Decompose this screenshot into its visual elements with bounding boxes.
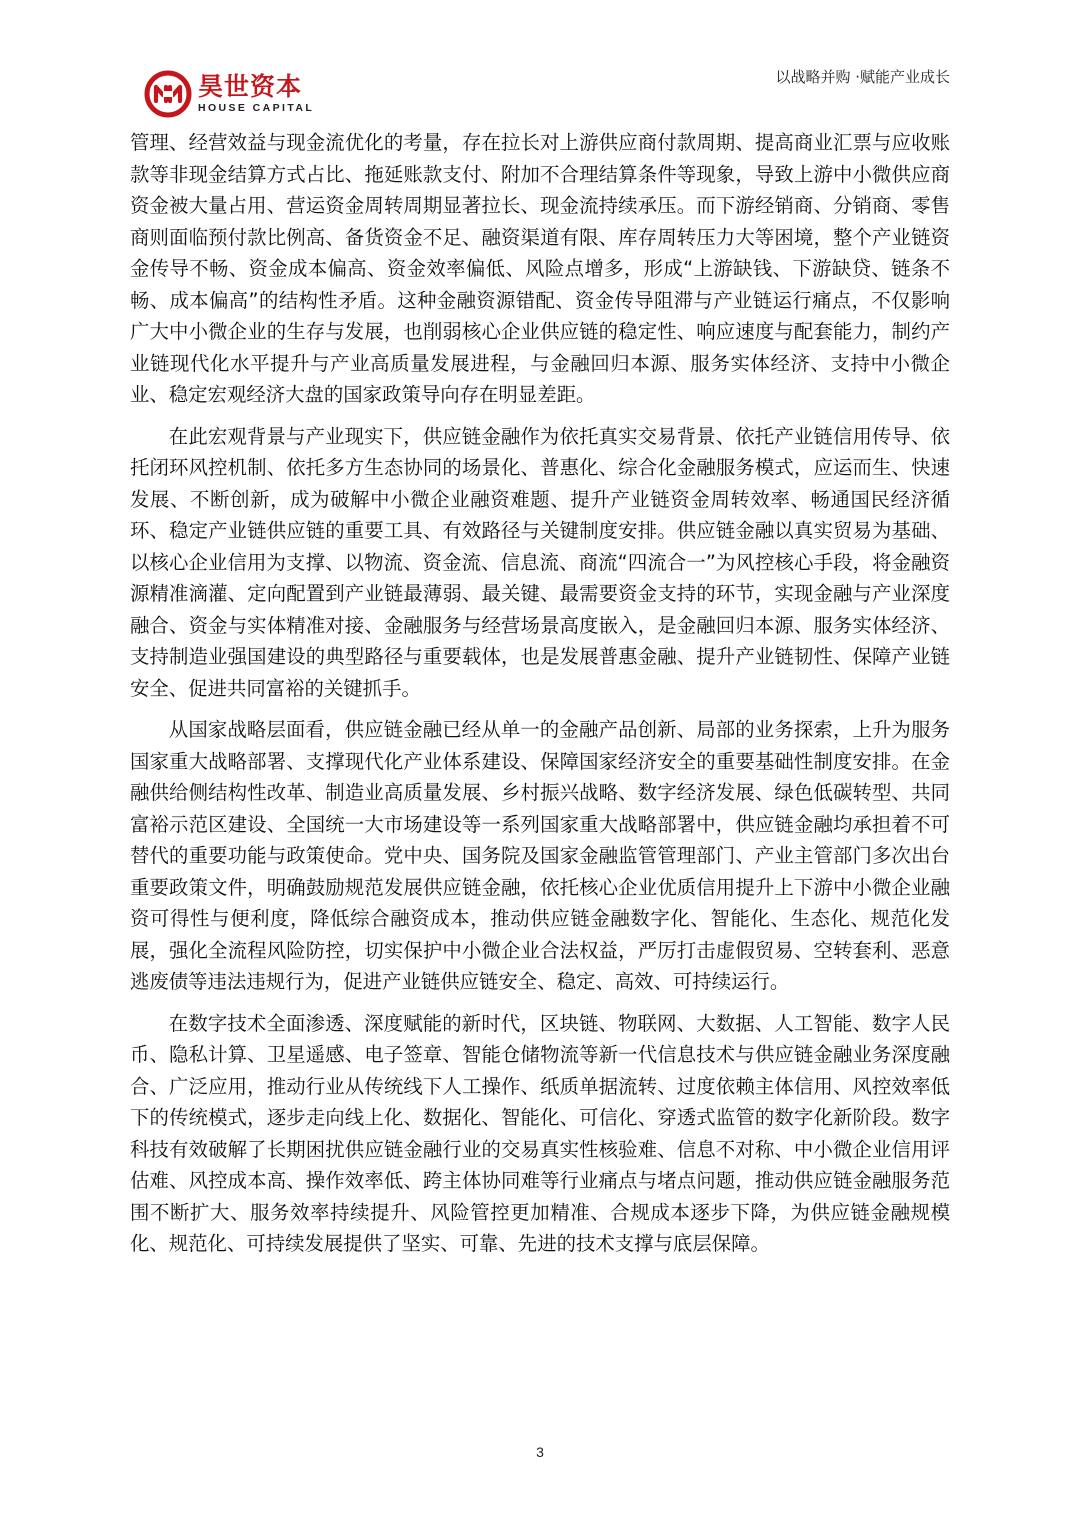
page-number: 3 xyxy=(536,1444,544,1460)
logo-english-name: HOUSE CAPITAL xyxy=(198,102,315,114)
logo-chinese-name: 昊世资本 xyxy=(198,72,303,101)
body-paragraph: 在数字技术全面渗透、深度赋能的新时代，区块链、物联网、大数据、人工智能、数字人民币、隐私计算、卫星遥感、电子签章、智能仓储物流等新一代信息技术与供应链金融业务深度融合、广泛应用，推动行业从传统线下人工操作、纸质单据流转、过度依赖主体信用、风控效率低下的传统模式，逐步走向线上化、数据化、智能化、可信化、穿透式监管的数字化新阶段。数字科技有效破解了长期困扰供应链金融行业的交易真实性核验难、信息不对称、中小微企业信用评估难、风控成本高、操作效率低、跨主体协同难等行业痛点与堵点问题，推动供应链金融服务范围不断扩大、服务效率持续提升、风险管控更加精准、合规成本逐步下降，为供应链金融规模化、规范化、可持续发展提供了坚实、可靠、先进的技术支撑与底层保障。 xyxy=(130,1011,950,1255)
document-body xyxy=(130,127,950,1270)
house-capital-logo-icon xyxy=(144,70,192,118)
body-paragraph: 在此宏观背景与产业现实下，供应链金融作为依托真实交易背景、依托产业链信用传导、依托闭环风控机制、依托多方生态协同的场景化、普惠化、综合化金融服务模式，应运而生、快速发展、不断创新，成为破解中小微企业融资难题、提升产业链资金周转效率、畅通国民经济循环、稳定产业链供应链的重要工具、有效路径与关键制度安排。供应链金融以真实贸易为基础、以核心企业信用为支撑、以物流、资金流、信息流、商流“四流合一”为风控核心手段，将金融资源精准滴灌、定向配置到产业链最薄弱、最关键、最需要资金支持的环节，实现金融与产业深度融合、资金与实体精准对接、金融服务与经营场景高度嵌入，是金融回归本源、服务实体经济、支持制造业强国建设的典型路径与重要载体，也是发展普惠金融、提升产业链韧性、保障产业链安全、促进共同富裕的关键抓手。 xyxy=(130,424,950,700)
company-logo xyxy=(144,70,314,118)
header-tagline: 以战略并购 ·赋能产业成长 xyxy=(775,68,950,86)
body-paragraph: 从国家战略层面看，供应链金融已经从单一的金融产品创新、局部的业务探索，上升为服务国家重大战略部署、支撑现代化产业体系建设、保障国家经济安全的重要基础性制度安排。在金融供给侧结构性改革、制造业高质量发展、乡村振兴战略、数字经济发展、绿色低碳转型、共同富裕示范区建设、全国统一大市场建设等一系列国家重大战略部署中，供应链金融均承担着不可替代的重要功能与政策使命。党中央、国务院及国家金融监管管理部门、产业主管部门多次出台重要政策文件，明确鼓励规范发展供应链金融，依托核心企业优质信用提升上下游中小微企业融资可得性与便利度，降低综合融资成本，推动供应链金融数字化、智能化、生态化、规范化发展，强化全流程风险防控，切实保护中小微企业合法权益，严厉打击虚假贸易、空转套利、恶意逃废债等违法违规行为，促进产业链供应链安全、稳定、高效、可持续运行。 xyxy=(130,718,950,993)
body-paragraph: 管理、经营效益与现金流优化的考量，存在拉长对上游供应商付款周期、提高商业汇票与应收账款等非现金结算方式占比、拖延账款支付、附加不合理结算条件等现象，导致上游中小微供应商资金被大量占用、营运资金周转周期显著拉长、现金流持续承压。而下游经销商、分销商、零售商则面临预付款比例高、备货资金不足、融资渠道有限、库存周转压力大等困境，整个产业链资金传导不畅、资金成本偏高、资金效率偏低、风险点增多，形成“上游缺钱、下游缺贷、链条不畅、成本偏高”的结构性矛盾。这种金融资源错配、资金传导阻滞与产业链运行痛点，不仅影响广大中小微企业的生存与发展，也削弱核心企业供应链的稳定性、响应速度与配套能力，制约产业链现代化水平提升与产业高质量发展进程，与金融回归本源、服务实体经济、支持中小微企业、稳定宏观经济大盘的国家政策导向存在明显差距。 xyxy=(130,131,950,406)
page-header xyxy=(130,62,950,122)
